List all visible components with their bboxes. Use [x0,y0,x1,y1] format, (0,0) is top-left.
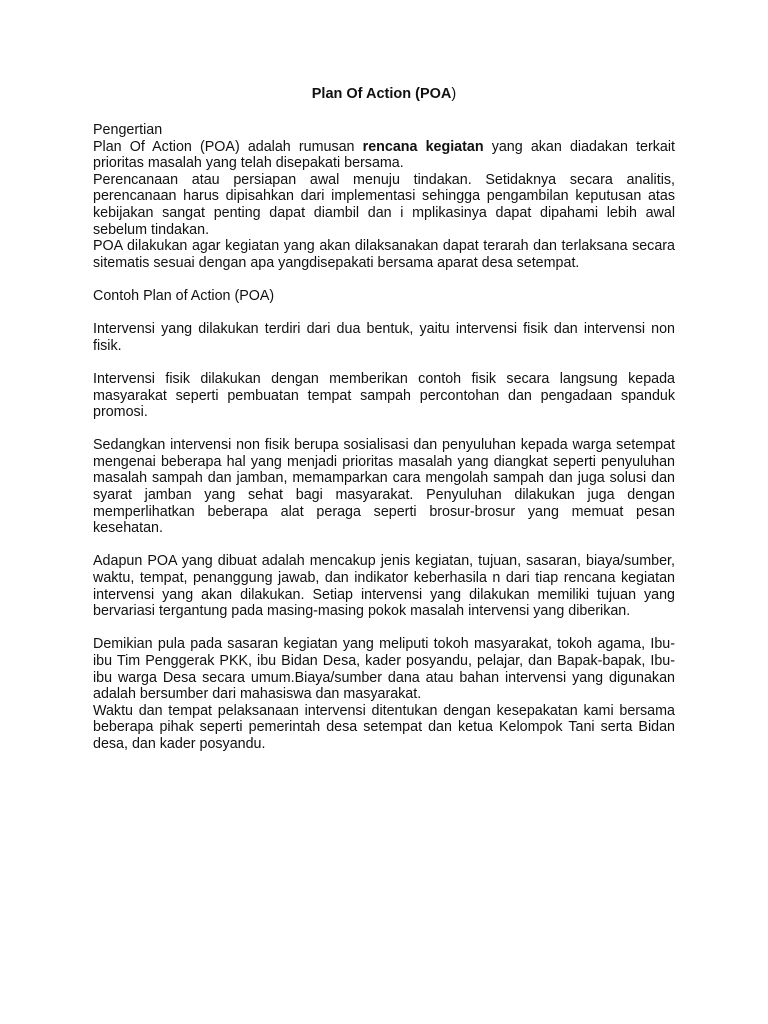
contoh-paragraph-4: Adapun POA yang dibuat adalah mencakup jenis kegiatan, tujuan, sasaran, biaya/sumber, waktu, tempat, penanggung jawab, dan indikator keberhasila n dari tiap rencana kegiatan intervensi yang akan dilakukan. Setiap intervensi yang dilakukan memiliki tujuan yang bervariasi tergantung pada masing-masing pokok masalah intervensi yang diberikan. [93,553,675,620]
pengertian-p1-after: yang akan diadakan terkait prioritas masalah yang telah disepakati bersama. [93,138,676,172]
pengertian-paragraph-3: POA dilakukan agar kegiatan yang akan dilaksanakan dapat terarah dan terlaksana secara sitematis sesuai dengan apa yangdisepakati bersama aparat desa setempat. [93,238,675,271]
contoh-paragraph-1: Intervensi yang dilakukan terdiri dari dua bentuk, yaitu intervensi fisik dan intervensi non fisik. [93,321,675,354]
contoh-paragraph-6: Waktu dan tempat pelaksanaan intervensi ditentukan dengan kesepakatan kami bersama beberapa pihak seperti pemerintah desa setempat dan ketua Kelompok Tani serta Bidan desa, dan kader posyandu. [93,702,675,752]
document-title [93,86,675,103]
contoh-heading: Contoh Plan of Action (POA) [93,287,275,304]
contoh-paragraph-3: Sedangkan intervensi non fisik berupa sosialisasi dan penyuluhan kepada warga setempat mengenai beberapa hal yang menjadi prioritas masalah yang diangkat seperti penyuluhan masalah sampah dan jamban, memamparkan cara mengolah sampah dan juga solusi dan syarat jamban yang sehat bagi masyarakat. Penyuluhan dilakukan juga dengan memperlihatkan beberapa alat peraga seperti brosur-brosur yang memuat pesan kesehatan. [93,437,675,537]
title-close-paren: ) [451,86,457,102]
contoh-paragraph-5: Demikian pula pada sasaran kegiatan yang meliputi tokoh masyarakat, tokoh agama, Ibu-ibu Tim Penggerak PKK, ibu Bidan Desa, kader posyandu, pelajar, dan Bapak-bapak, Ibu-ibu warga Desa secara umum.Biaya/sumber dana atau bahan intervensi yang digunakan adalah bersumber dari mahasiswa dan masyarakat. [93,636,675,703]
pengertian-p1-before: Plan Of Action (POA) adalah rumusan [93,138,363,155]
pengertian-heading: Pengertian [93,122,163,138]
pengertian-p1-bold: rencana kegiatan [362,138,484,155]
contoh-paragraph-2: Intervensi fisik dilakukan dengan memberikan contoh fisik secara langsung kepada masyarakat seperti pembuatan tempat sampah percontohan dan pengadaan spanduk promosi. [93,370,675,421]
title-main: Plan Of Action (POA [311,86,452,102]
pengertian-paragraph-2: Perencanaan atau persiapan awal menuju tindakan. Setidaknya secara analitis, perencanaan harus dipisahkan dari implementasi sehingga pengambilan keputusan atas kebijakan sangat penting dapat diambil dan i mplikasinya dapat dipahami lebih awal sebelum tindakan. [93,171,675,238]
pengertian-paragraph-1 [93,139,675,172]
